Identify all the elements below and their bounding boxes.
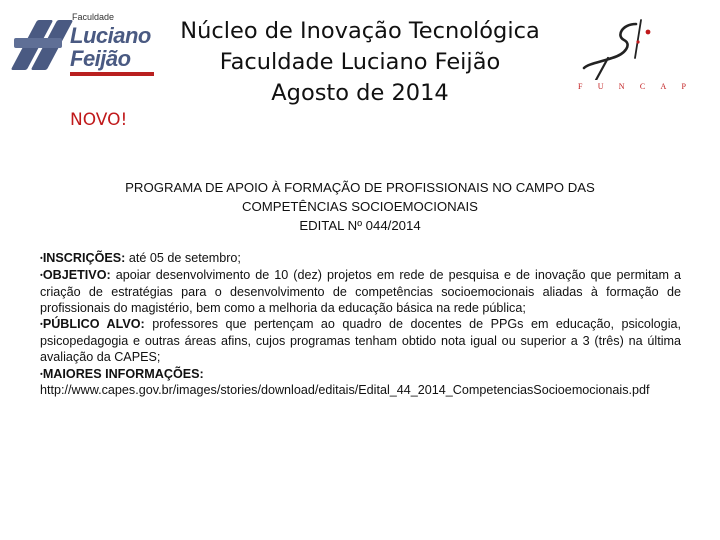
logo-name-line2: Feijão (70, 46, 131, 71)
inscricoes-text: até 05 de setembro; (125, 251, 241, 265)
funcap-letter: N (618, 82, 625, 91)
funcap-letter: F (578, 82, 583, 91)
maiores-label: MAIORES INFORMAÇÕES: (42, 366, 204, 381)
item-maiores-informacoes (40, 366, 681, 383)
objetivo-text: apoiar desenvolvimento de 10 (dez) projetos em rede de pesquisa e de inovação que permitam a criação de estratégias para o desenvolvimento de competências socioemocionais aliadas à formação de profissionais do magistério, bem como a melhoria da educação básica na rede pública; (40, 267, 681, 315)
bullet-icon: • (40, 319, 43, 329)
header-line3: Agosto de 2014 (271, 80, 449, 106)
funcap-letter: C (639, 82, 646, 91)
funcap-letters (578, 82, 686, 91)
bullet-icon: • (40, 253, 43, 263)
logo-small-label: Faculdade (72, 12, 115, 22)
item-inscricoes (40, 250, 681, 267)
item-publico-alvo (40, 316, 681, 365)
funcap-letter: A (660, 82, 667, 91)
logo-underline (70, 72, 154, 76)
program-title (40, 178, 680, 235)
header-line2: Faculdade Luciano Feijão (219, 49, 501, 75)
publico-text: professores que pertençam ao quadro de docentes de PPGs em educação, psicologia, psicopedagogia e outras áreas afins, cujos programas tenham obtido nota igual ou superior a 3 (três) na última avaliação da CAPES; (40, 317, 681, 365)
objetivo-label: OBJETIVO: (42, 267, 111, 282)
bullet-icon: • (40, 369, 43, 379)
item-objetivo (40, 267, 681, 316)
program-line1: PROGRAMA DE APOIO À FORMAÇÃO DE PROFISSIONAIS NO CAMPO DAS (125, 180, 595, 195)
publico-label: PÚBLICO ALVO: (42, 317, 145, 332)
inscricoes-label: INSCRIÇÕES: (42, 251, 126, 265)
funcap-mark-icon (578, 18, 686, 80)
logo-mark-icon (10, 18, 70, 72)
novo-badge: NOVO! (70, 110, 128, 130)
program-line2: COMPETÊNCIAS SOCIOEMOCIONAIS (242, 199, 478, 214)
faculdade-luciano-feijao-logo (10, 12, 150, 74)
header-line1: Núcleo de Inovação Tecnológica (180, 18, 540, 44)
program-details (40, 250, 681, 399)
edital-link[interactable]: http://www.capes.gov.br/images/stories/download/editais/Edital_44_2014_CompetenciasSocioemocionais.pdf (40, 383, 650, 398)
funcap-letter: P (681, 82, 686, 91)
program-line3: EDITAL Nº 044/2014 (299, 218, 421, 233)
logo-name-line1: Luciano (70, 23, 151, 48)
bullet-icon: • (40, 270, 43, 280)
funcap-letter: U (597, 82, 604, 91)
header-title (170, 16, 550, 109)
funcap-logo (578, 18, 686, 98)
